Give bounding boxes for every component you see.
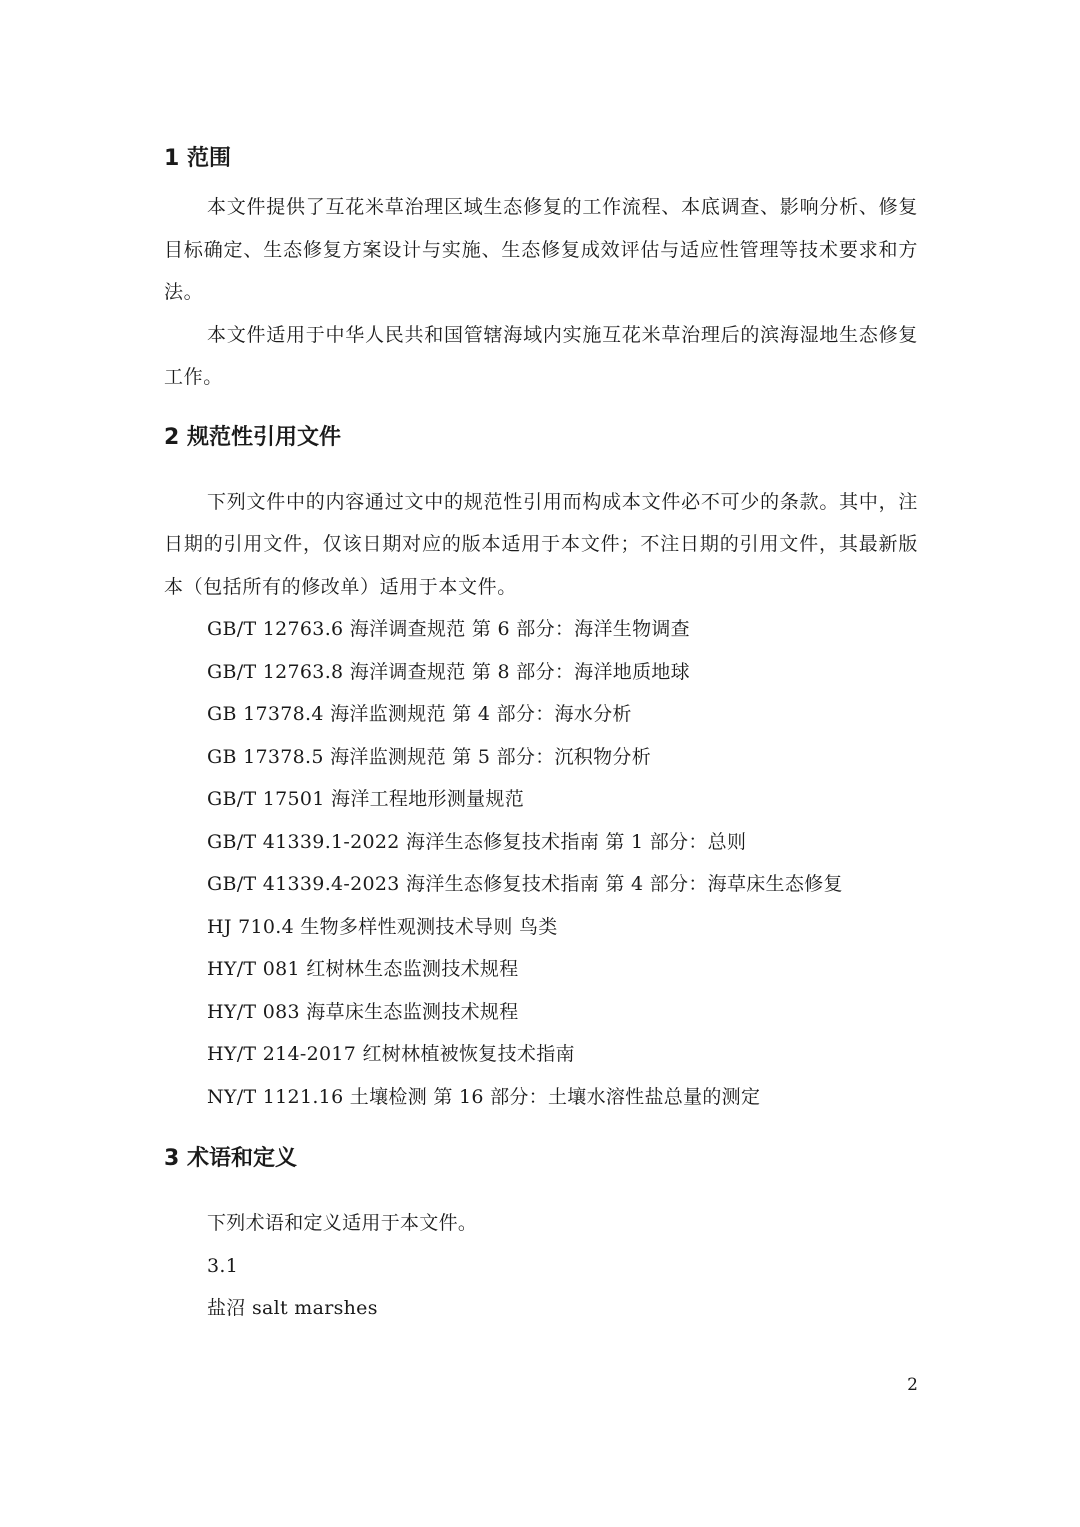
page-content [164,138,918,1330]
reference-item: NY/T 1121.16 土壤检测 第 16 部分：土壤水溶性盐总量的测定 [207,1085,761,1108]
reference-item: HY/T 214-2017 红树林植被恢复技术指南 [207,1043,575,1065]
reference-item: GB/T 41339.1-2022 海洋生态修复技术指南 第 1 部分：总则 [207,830,747,853]
reference-item: HJ 710.4 生物多样性观测技术导则 鸟类 [207,915,558,938]
section-heading-normative-references: 2 规范性引用文件 [164,424,341,450]
reference-item: HY/T 081 红树林生态监测技术规程 [207,958,519,980]
terms-intro-paragraph: 下列术语和定义适用于本文件。 [207,1212,478,1234]
reference-item: GB/T 12763.8 海洋调查规范 第 8 部分：海洋地质地球 [207,660,690,683]
section-heading-scope: 1 范围 [164,146,231,171]
scope-paragraph-2: 本文件适用于中华人民共和国管辖海域内实施互花米草治理后的滨海湿地生态修复工作。 [164,323,918,388]
reference-item: GB 17378.4 海洋监测规范 第 4 部分：海水分析 [207,703,632,725]
term-name: 盐沼 salt marshes [207,1297,378,1319]
scope-paragraph-1: 本文件提供了互花米草治理区域生态修复的工作流程、本底调查、影响分析、修复目标确定、生态修复方案设计与实施、生态修复成效评估与适应性管理等技术要求和方法。 [164,196,918,303]
section-heading-terms: 3 术语和定义 [164,1146,297,1171]
reference-item: GB/T 17501 海洋工程地形测量规范 [207,788,525,810]
references-intro-paragraph: 下列文件中的内容通过文中的规范性引用而构成本文件必不可少的条款。其中，注日期的引用文件，仅该日期对应的版本适用于本文件；不注日期的引用文件，其最新版本（包括所有的修改单）适用于本文件。 [164,490,918,598]
page-number: 2 [907,1375,918,1395]
term-number: 3.1 [207,1254,239,1277]
reference-item: HY/T 083 海草床生态监测技术规程 [207,1000,519,1023]
reference-item: GB 17378.5 海洋监测规范 第 5 部分：沉积物分析 [207,745,651,768]
reference-list [164,608,918,1118]
reference-item: GB/T 12763.6 海洋调查规范 第 6 部分：海洋生物调查 [207,618,690,640]
reference-item: GB/T 41339.4-2023 海洋生态修复技术指南 第 4 部分：海草床生态修复 [207,873,843,895]
